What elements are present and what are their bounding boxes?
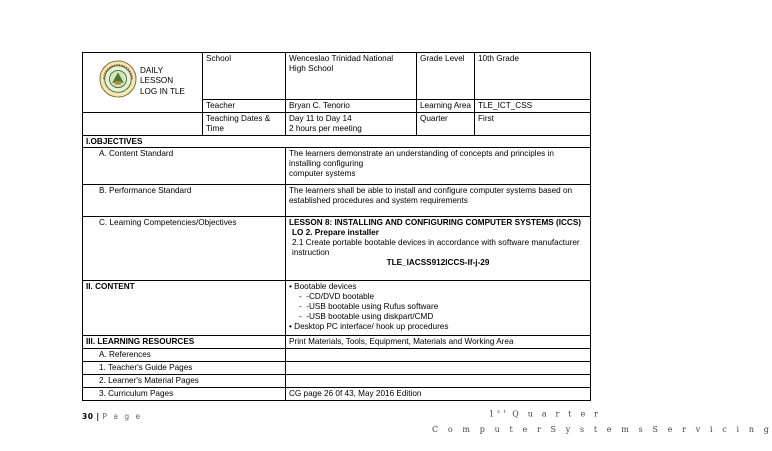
references-value [286,349,591,362]
page-footer-number [82,412,142,421]
page-separator: | [96,412,100,421]
title-line-lesson: LESSON [140,76,174,86]
teachers-guide-value [286,362,591,375]
footer-quarter [489,409,601,419]
learners-material-label: 2. Learner's Material Pages [83,374,286,387]
content-standard-row [83,148,591,185]
teacher-value: Bryan C. Tenorio [286,100,417,113]
dates-label-line2: Time [206,123,224,133]
content-bullet-1: • Bootable devices [289,282,357,292]
content-bullet-2: • Desktop PC interface/ hook up procedures [289,321,449,331]
dates-label-line1: Teaching Dates & [206,113,271,123]
teacher-label: Teacher [203,100,286,113]
curriculum-value: CG page 26 0f 43, May 2016 Edition [286,387,591,400]
school-value-line2: High School [289,63,334,73]
learners-material-value [286,374,591,387]
teachers-guide-row [83,362,591,375]
content-standard-line3: computer systems [289,169,356,179]
dates-value-line2: 2 hours per meeting [289,123,362,133]
page-number: 30 [82,412,94,421]
school-row [83,53,591,100]
resources-heading-value: Print Materials, Tools, Equipment, Materials and Working Area [286,336,591,349]
content-value [286,281,591,336]
usb-rufus-text: -USB bootable using Rufus software [306,302,439,312]
learners-material-row [83,374,591,387]
resources-heading-row [83,336,591,349]
competencies-row [83,217,591,281]
desktop-pc-text: Desktop PC interface/ hook up procedures [294,321,449,331]
page-word: P a g e [102,412,143,421]
learning-area-label: Learning Area [417,100,475,113]
dates-label [203,112,286,135]
grade-level-label: Grade Level [417,53,475,100]
content-heading: II. CONTENT [83,281,286,336]
quarter-word: Q u a r t e r [512,409,602,419]
objectives-heading-row [83,135,591,148]
title-line-daily: DAILY [140,66,164,75]
quarter-value: First [475,112,591,135]
dates-blank-cell [83,112,203,135]
logo-title-cell [83,53,203,113]
lesson-title: LESSON 8: INSTALLING AND CONFIGURING COMPUTER SYSTEMS (ICCS) [289,218,582,228]
lo-title: LO 2. Prepare installer [292,228,379,238]
school-value [286,53,417,100]
curriculum-row [83,387,591,400]
lo-detail: 2.1 Create portable bootable devices in accordance with software manufacturer instruction [292,238,580,257]
competencies-value [286,217,591,281]
objectives-heading: I.OBJECTIVES [83,135,591,148]
resources-heading: III. LEARNING RESOURCES [83,336,286,349]
footer-subject: C o m p u t e r S y s t e m s S e r v i c i n g [432,425,772,434]
quarter-number: 1 [489,409,498,419]
performance-standard-row [83,185,591,217]
dates-row [83,112,591,135]
content-row [83,281,591,336]
performance-standard-value: The learners shall be able to install and configure computer systems based on established procedures and system requirements [286,185,591,217]
title-line-log-in-tle: LOG IN TLE [140,86,185,96]
content-standard-line2: installing configuring [289,159,364,169]
content-sub-item-3: - -USB bootable using diskpart/CMD [299,311,434,321]
dates-value [286,112,417,135]
performance-standard-label: B. Performance Standard [83,185,286,217]
school-value-line1: Wenceslao Trinidad National [289,54,394,63]
quarter-suffix: s t [497,409,507,415]
content-standard-value [286,148,591,185]
teachers-guide-label: 1. Teacher's Guide Pages [83,362,286,375]
references-row [83,349,591,362]
curriculum-label: 3. Curriculum Pages [83,387,286,400]
daily-lesson-log-table [82,52,591,401]
bootable-devices-text: Bootable devices [294,282,357,292]
school-seal-icon [99,60,137,98]
content-sub-item-2: - -USB bootable using Rufus software [299,302,439,312]
dates-value-line1: Day 11 to Day 14 [289,113,352,123]
cd-dvd-text: -CD/DVD bootable [306,292,375,302]
competency-code: TLE_IACSS912ICCS-If-j-29 [386,257,490,267]
competencies-label: C. Learning Competencies/Objectives [83,217,286,281]
lesson-log-title [140,66,185,97]
content-standard-label: A. Content Standard [83,148,286,185]
quarter-label: Quarter [417,112,475,135]
school-label: School [203,53,286,100]
references-label: A. References [83,349,286,362]
content-sub-item-1: - -CD/DVD bootable [299,292,375,302]
content-standard-line1: The learners demonstrate an understanding of concepts and principles in [289,149,554,159]
usb-diskpart-text: -USB bootable using diskpart/CMD [306,311,434,321]
grade-level-value: 10th Grade [475,53,591,100]
learning-area-value: TLE_ICT_CSS [475,100,591,113]
